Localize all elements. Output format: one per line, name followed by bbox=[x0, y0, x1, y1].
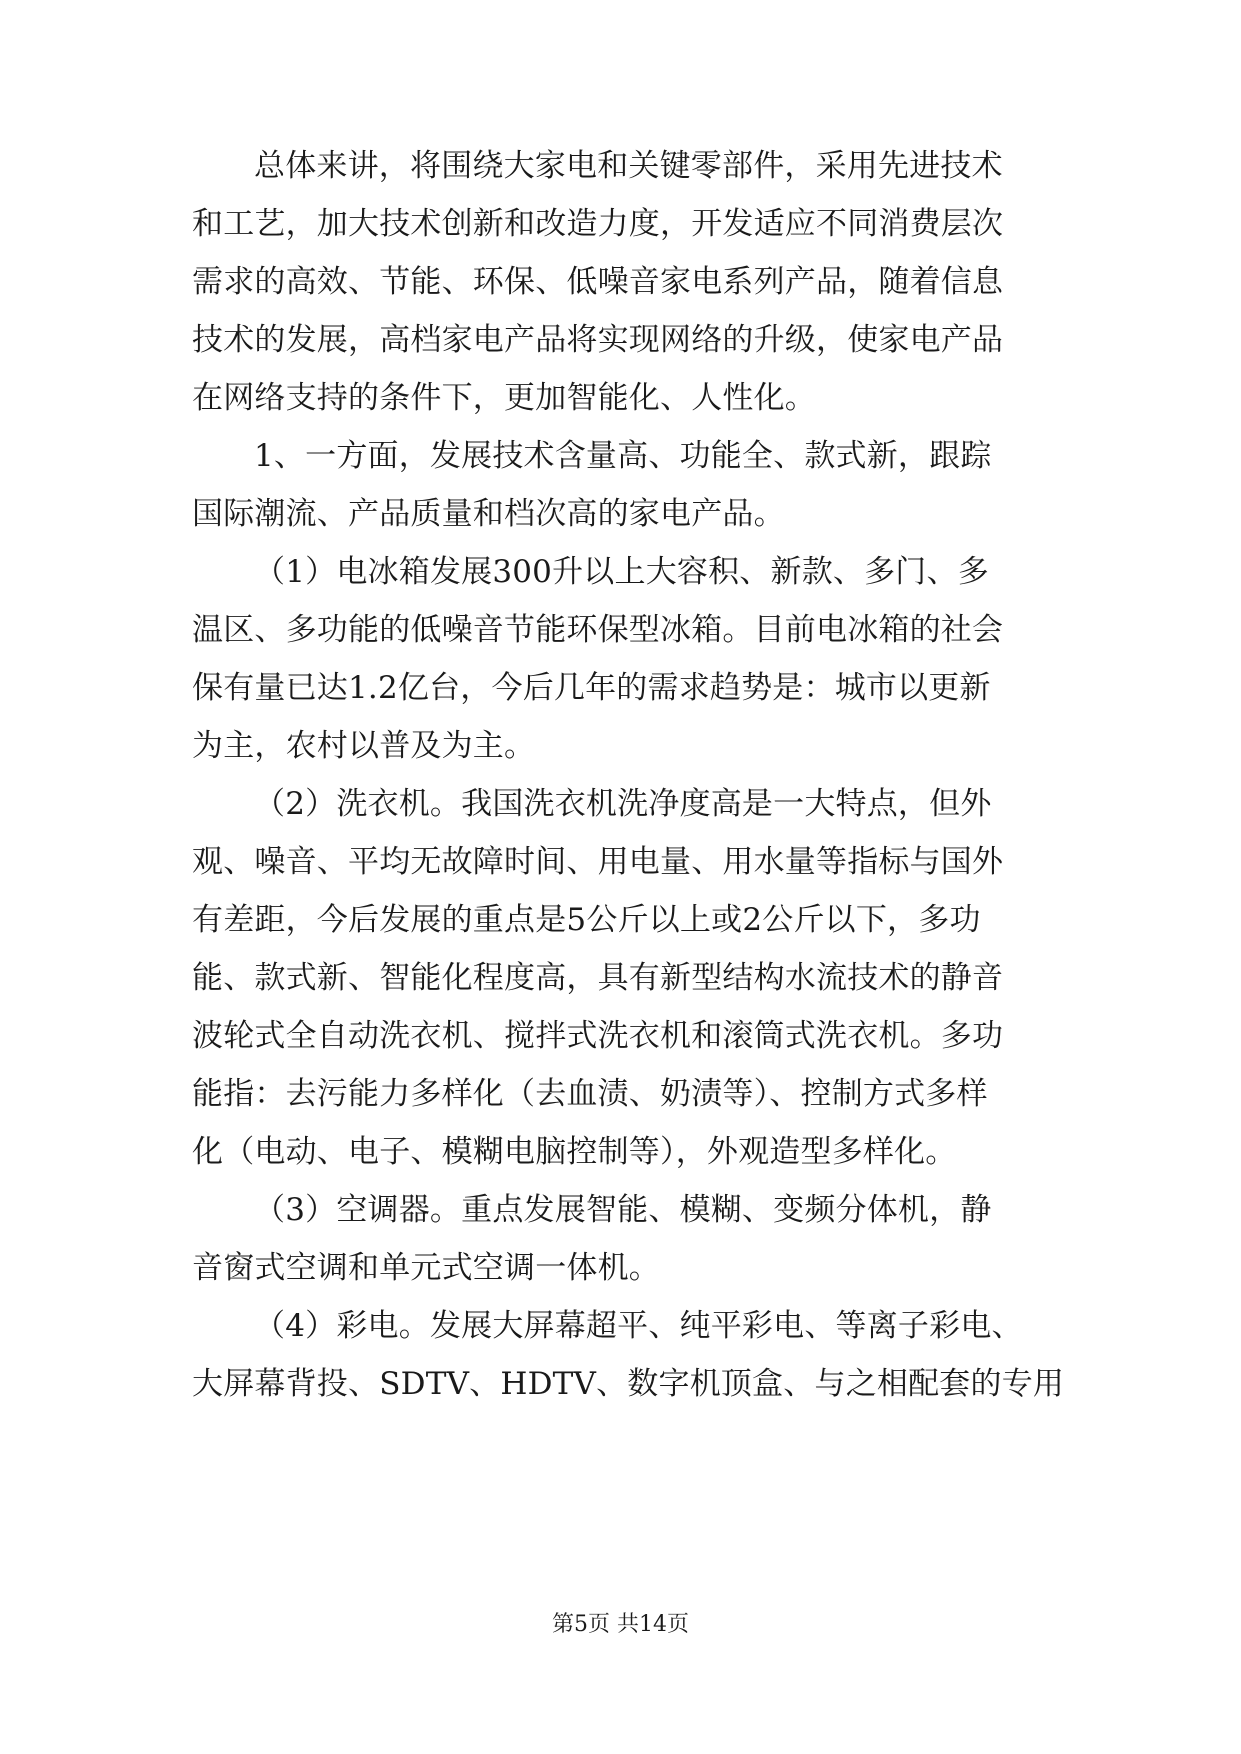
paragraph-line: 1、一方面，发展技术含量高、功能全、款式新，跟踪 bbox=[254, 438, 992, 474]
paragraph-line: 波轮式全自动洗衣机、搅拌式洗衣机和滚筒式洗衣机。多功 bbox=[192, 1018, 1004, 1054]
paragraph-line: 能、款式新、智能化程度高，具有新型结构水流技术的静音 bbox=[192, 960, 1004, 996]
paragraph-line: 国际潮流、产品质量和档次高的家电产品。 bbox=[192, 496, 785, 532]
paragraph-line: 观、噪音、平均无故障时间、用电量、用水量等指标与国外 bbox=[192, 844, 1004, 880]
paragraph-line: 总体来讲，将围绕大家电和关键零部件，采用先进技术 bbox=[254, 148, 1003, 184]
paragraph-line: 为主，农村以普及为主。 bbox=[192, 728, 536, 764]
paragraph-line: 保有量已达1.2亿台，今后几年的需求趋势是：城市以更新 bbox=[192, 670, 991, 706]
paragraph-line: 温区、多功能的低噪音节能环保型冰箱。目前电冰箱的社会 bbox=[192, 612, 1004, 648]
paragraph-line: 技术的发展，高档家电产品将实现网络的升级，使家电产品 bbox=[192, 322, 1004, 358]
paragraph-line: （3）空调器。重点发展智能、模糊、变频分体机，静 bbox=[254, 1192, 992, 1228]
paragraph-line: 和工艺，加大技术创新和改造力度，开发适应不同消费层次 bbox=[192, 206, 1004, 242]
paragraph-line: 大屏幕背投、SDTV、HDTV、数字机顶盒、与之相配套的专用 bbox=[192, 1366, 1065, 1402]
paragraph-line: （4）彩电。发展大屏幕超平、纯平彩电、等离子彩电、 bbox=[254, 1308, 1023, 1344]
paragraph-line: （1）电冰箱发展300升以上大容积、新款、多门、多 bbox=[254, 554, 989, 590]
paragraph-line: 化（电动、电子、模糊电脑控制等），外观造型多样化。 bbox=[192, 1134, 957, 1170]
paragraph-line: 有差距，今后发展的重点是5公斤以上或2公斤以下，多功 bbox=[192, 902, 981, 938]
paragraph-line: 能指：去污能力多样化（去血渍、奶渍等）、控制方式多样 bbox=[192, 1076, 988, 1112]
paragraph-line: 在网络支持的条件下，更加智能化、人性化。 bbox=[192, 380, 816, 416]
paragraph-line: 需求的高效、节能、环保、低噪音家电系列产品，随着信息 bbox=[192, 264, 1004, 300]
paragraph-line: 音窗式空调和单元式空调一体机。 bbox=[192, 1250, 660, 1286]
paragraph-line: （2）洗衣机。我国洗衣机洗净度高是一大特点，但外 bbox=[254, 786, 992, 822]
page-number-footer: 第5页 共14页 bbox=[552, 1612, 689, 1637]
